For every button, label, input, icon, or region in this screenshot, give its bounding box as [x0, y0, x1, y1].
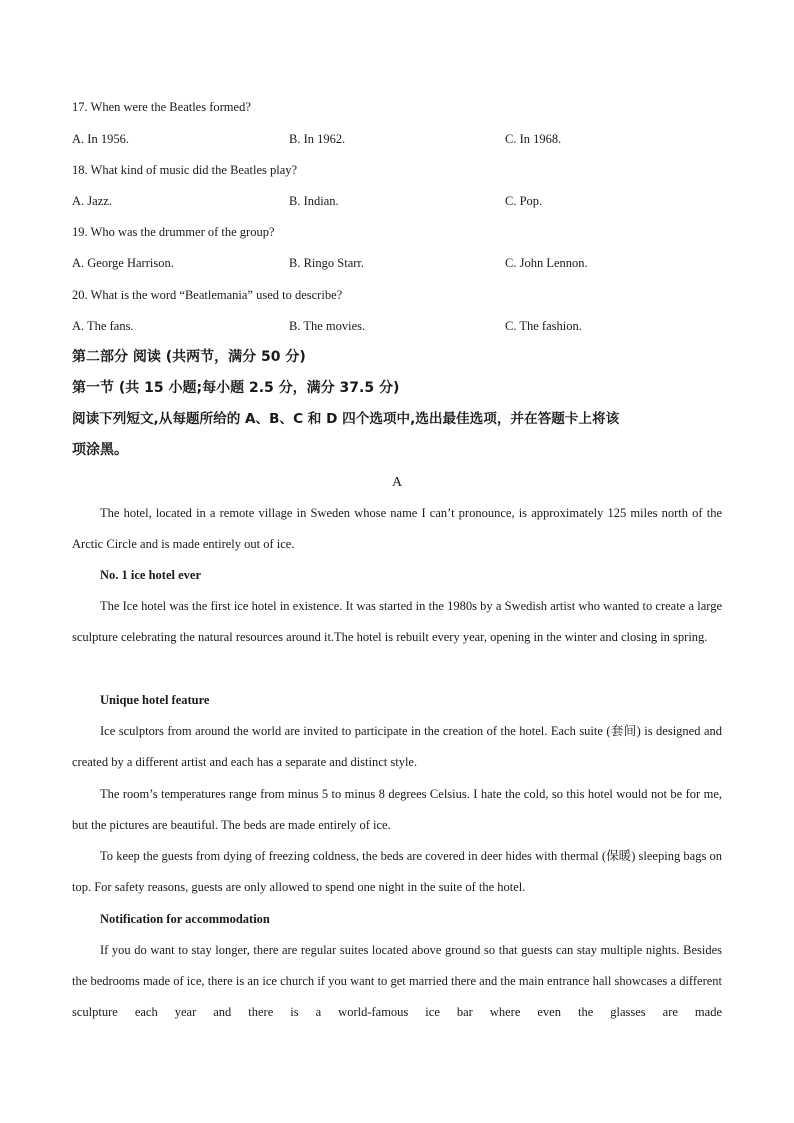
question-19-option-c: C. John Lennon. [505, 256, 588, 270]
instruction-line-2: 项涂黑。 [72, 442, 128, 458]
question-18-option-c: C. Pop. [505, 194, 543, 208]
instruction-line-1: 阅读下列短文,从每题所给的 A、B、C 和 D 四个选项中,选出最佳选项，并在答题卡上将该 [72, 411, 620, 427]
heading-notification: Notification for accommodation [100, 912, 270, 926]
question-19-option-b: B. Ringo Starr. [289, 256, 365, 270]
paragraph-5: If you do want to stay longer, there are regular suites located above ground so that guests can stay multiple nights. Besides the bedrooms made of ice, there is an ice church if you want to get married there and the main entrance hall showcases a different sculpture each year and there is a world-famous ice bar where even the glasses are made [72, 943, 722, 1020]
question-19-option-a: A. George Harrison. [72, 256, 174, 270]
passage-intro: The hotel, located in a remote village in Sweden whose name I can’t pronounce, is approximately 125 miles north of the Arctic Circle and is made entirely out of ice. [72, 506, 722, 552]
question-18-stem: 18. What kind of music did the Beatles play? [72, 163, 298, 177]
question-17-option-a: A. In 1956. [72, 132, 129, 146]
heading-no1-ice-hotel: No. 1 ice hotel ever [100, 568, 202, 582]
question-20-option-b: B. The movies. [289, 319, 366, 333]
heading-unique-feature: Unique hotel feature [100, 693, 210, 707]
section-subtitle: 第一节 (共 15 小题;每小题 2.5 分，满分 37.5 分) [72, 380, 400, 396]
paragraph-1: The Ice hotel was the first ice hotel in existence. It was started in the 1980s by a Swedish artist who wanted to create a large sculpture celebrating the natural resources around it.The hotel is rebuilt every year, opening in the winter and closing in spring. [72, 599, 722, 645]
paragraph-4: To keep the guests from dying of freezing coldness, the beds are covered in deer hides with thermal (保暖) sleeping bags on top. For safety reasons, guests are only allowed to spend one night in the suite of the hotel. [72, 849, 722, 895]
part-title: 第二部分 阅读 (共两节，满分 50 分) [72, 349, 306, 365]
question-17-stem: 17. When were the Beatles formed? [72, 100, 251, 114]
question-20-option-c: C. The fashion. [505, 319, 582, 333]
question-18-option-b: B. Indian. [289, 194, 339, 208]
paragraph-2: Ice sculptors from around the world are invited to participate in the creation of the hotel. Each suite (套间) is designed and created by a different artist and each has a separate and distinct style. [72, 724, 722, 770]
question-17-option-b: B. In 1962. [289, 132, 346, 146]
question-20-option-a: A. The fans. [72, 319, 134, 333]
question-18-option-a: A. Jazz. [72, 194, 112, 208]
passage-label: A [391, 475, 403, 490]
question-17-option-c: C. In 1968. [505, 132, 562, 146]
question-19-stem: 19. Who was the drummer of the group? [72, 225, 275, 239]
paragraph-3: The room’s temperatures range from minus 5 to minus 8 degrees Celsius. I hate the cold, so this hotel would not be for me, but the pictures are beautiful. The beds are made entirely of ice. [72, 787, 722, 833]
question-20-stem: 20. What is the word “Beatlemania” used to describe? [72, 288, 343, 302]
